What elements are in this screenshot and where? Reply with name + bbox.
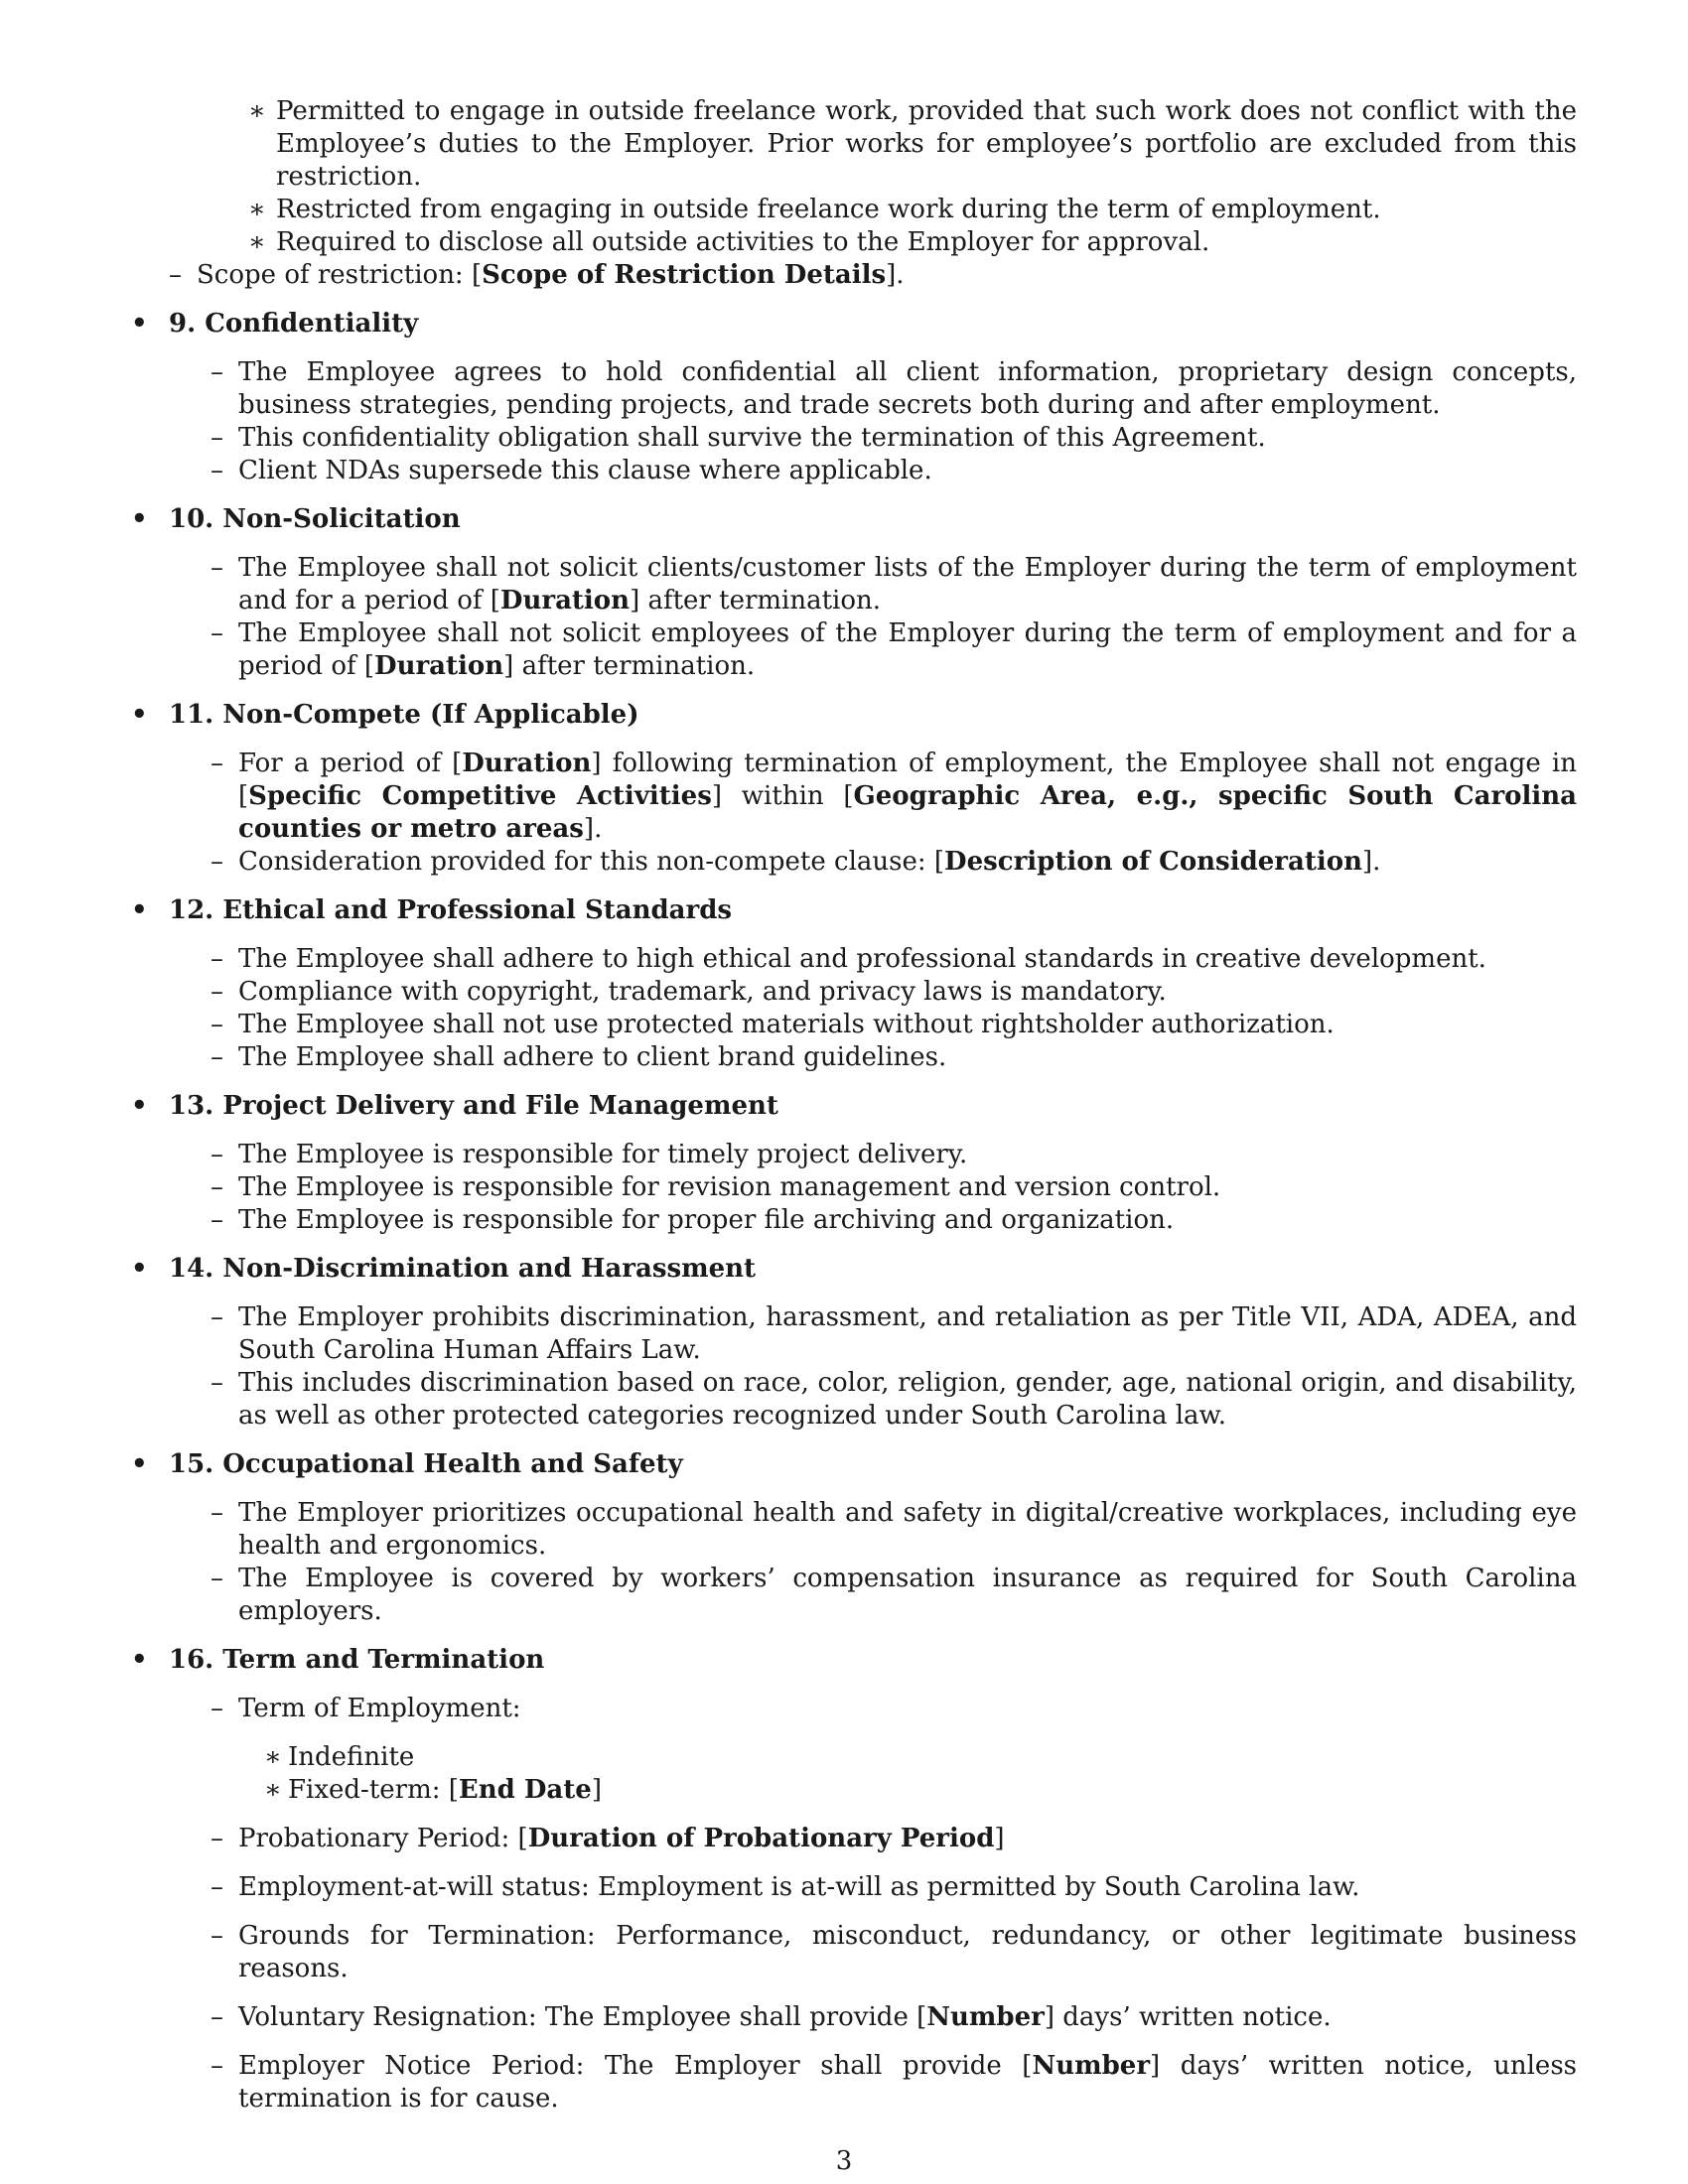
at-will-status: – Employment-at-will status: Employment is at-will as permitted by South Carolina law. — [211, 1872, 1360, 1902]
star-marker: ∗ — [264, 1742, 282, 1772]
dash-marker: – — [211, 1302, 223, 1332]
dash-marker: – — [211, 553, 223, 583]
dash-marker: – — [211, 357, 223, 387]
bullet-marker: • — [131, 1449, 148, 1479]
section-15-health-safety — [127, 1448, 1577, 1628]
dash-marker: – — [211, 1042, 223, 1072]
bullet-marker: • — [131, 1091, 148, 1121]
grounds-for-termination: – Grounds for Termination: Performance, misconduct, redundancy, or other legitimate business reasons. — [211, 1921, 1577, 1983]
list-item: – Consideration provided for this non-compete clause: [Description of Consideration]. — [211, 847, 1381, 877]
dash-marker: – — [211, 1824, 223, 1853]
list-item: ∗ Required to disclose all outside activities to the Employer for approval. — [248, 227, 1210, 257]
section-heading: 11. Non-Compete (If Applicable) — [169, 700, 639, 730]
dash-marker: – — [211, 1564, 223, 1593]
list-item: – Compliance with copyright, trademark, and privacy laws is mandatory. — [211, 977, 1167, 1007]
section-heading: 15. Occupational Health and Safety — [169, 1449, 683, 1479]
list-item: – This confidentiality obligation shall survive the termination of this Agreement. — [211, 423, 1266, 453]
list-item: – The Employee shall not solicit employees of the Employer during the term of employment and for a period of [Duration] after termination. — [211, 618, 1577, 681]
star-marker: ∗ — [248, 227, 266, 257]
dash-marker: – — [211, 977, 223, 1007]
bullet-marker: • — [131, 895, 148, 925]
dash-marker: – — [211, 2051, 223, 2081]
list-item: – The Employee is responsible for revision management and version control. — [211, 1172, 1221, 1202]
dash-marker: – — [169, 260, 182, 290]
list-item: ∗ Fixed-term: [End Date] — [264, 1775, 602, 1805]
dash-marker: – — [211, 749, 223, 778]
document-body — [127, 95, 1577, 2116]
list-item: – The Employee shall not solicit clients/customer lists of the Employer during the term of employment and for a period of [Duration] after termination. — [211, 553, 1577, 615]
bullet-marker: • — [131, 504, 148, 534]
dash-marker: – — [211, 456, 223, 485]
bullet-marker: • — [131, 1645, 148, 1675]
list-item: ∗ Permitted to engage in outside freelance work, provided that such work does not conflict with the Employee’s duties to the Employer. Prior works for employee’s portfolio are excluded from this restriction. — [248, 96, 1577, 192]
list-item: – The Employee shall not use protected materials without rightsholder authorization. — [211, 1010, 1335, 1039]
list-item: – Client NDAs supersede this clause where applicable. — [211, 456, 932, 485]
term-options-list — [169, 1741, 1577, 1807]
star-marker: ∗ — [248, 195, 266, 224]
list-item: – The Employee shall adhere to client brand guidelines. — [211, 1042, 947, 1072]
list-item: – The Employer prohibits discrimination, harassment, and retaliation as per Title VII, ADA, ADEA, and South Carolina Human Affairs Law. — [211, 1302, 1577, 1365]
scope-of-restriction: – Scope of restriction: [Scope of Restriction Details]. — [169, 260, 905, 290]
star-marker: ∗ — [264, 1775, 282, 1805]
term-of-employment: – Term of Employment: ∗ Indefinite ∗ Fixed-term: [End Date] — [169, 1693, 1577, 1807]
employer-notice-period: – Employer Notice Period: The Employer shall provide [Number] days’ written notice, unless termination is for cause. — [211, 2051, 1577, 2114]
list-item: – For a period of [Duration] following termination of employment, the Employee shall not engage in [Specific Competitive Activities] within [Geographic Area, e.g., specific South Carolina counties or metro areas]. — [211, 749, 1577, 844]
star-marker: ∗ — [248, 96, 266, 126]
dash-marker: – — [211, 944, 223, 974]
bullet-marker: • — [131, 700, 148, 730]
section-9-confidentiality — [127, 308, 1577, 487]
section-10-non-solicitation — [127, 503, 1577, 683]
dash-marker: – — [211, 1205, 223, 1235]
list-item: – The Employee shall adhere to high ethical and professional standards in creative development. — [211, 944, 1486, 974]
dash-marker: – — [211, 1872, 223, 1902]
dash-marker: – — [211, 1368, 223, 1398]
dash-marker: – — [211, 1498, 223, 1528]
dash-marker: – — [211, 423, 223, 453]
list-item: ∗ Indefinite — [264, 1742, 415, 1772]
dash-marker: – — [211, 1694, 223, 1723]
list-item: – The Employee is responsible for proper file archiving and organization. — [211, 1205, 1175, 1235]
list-item: ∗ Restricted from engaging in outside freelance work during the term of employment. — [248, 195, 1381, 224]
dash-marker: – — [211, 1140, 223, 1169]
section-13-project-delivery — [127, 1090, 1577, 1237]
dash-marker: – — [211, 2002, 223, 2032]
voluntary-resignation: – Voluntary Resignation: The Employee shall provide [Number] days’ written notice. — [211, 2002, 1332, 2032]
section-heading: 14. Non-Discrimination and Harassment — [169, 1254, 757, 1284]
list-item: – The Employee is covered by workers’ compensation insurance as required for South Carolina employers. — [211, 1564, 1577, 1626]
dash-marker: – — [211, 1010, 223, 1039]
section-16-term-termination — [127, 1644, 1577, 2116]
section-14-non-discrimination — [127, 1253, 1577, 1433]
section-heading: 10. Non-Solicitation — [169, 504, 461, 534]
dash-marker: – — [211, 1921, 223, 1951]
bullet-marker: • — [131, 1254, 148, 1284]
list-item: – The Employee agrees to hold confidential all client information, proprietary design concepts, business strategies, pending projects, and trade secrets both during and after employment. — [211, 357, 1577, 420]
list-item: – This includes discrimination based on race, color, religion, gender, age, national origin, and disability, as well as other protected categories recognized under South Carolina law. — [211, 1368, 1577, 1431]
page-number: 3 — [835, 2146, 853, 2176]
section-heading: 12. Ethical and Professional Standards — [169, 895, 733, 925]
section-8-continuation — [127, 95, 1577, 292]
section-heading: 9. Confidentiality — [169, 309, 419, 339]
freelance-options-list — [127, 95, 1577, 259]
probationary-period: – Probationary Period: [Duration of Probationary Period] — [211, 1824, 1005, 1853]
section-heading: 13. Project Delivery and File Management — [169, 1091, 778, 1121]
dash-marker: – — [211, 847, 223, 877]
section-11-non-compete — [127, 699, 1577, 879]
dash-marker: – — [211, 1172, 223, 1202]
list-item: – The Employer prioritizes occupational health and safety in digital/creative workplaces, including eye health and ergonomics. — [211, 1498, 1577, 1561]
list-item: – The Employee is responsible for timely project delivery. — [211, 1140, 968, 1169]
section-heading: 16. Term and Termination — [169, 1645, 545, 1675]
section-12-ethical-standards — [127, 894, 1577, 1074]
bullet-marker: • — [131, 309, 148, 339]
dash-marker: – — [211, 618, 223, 648]
